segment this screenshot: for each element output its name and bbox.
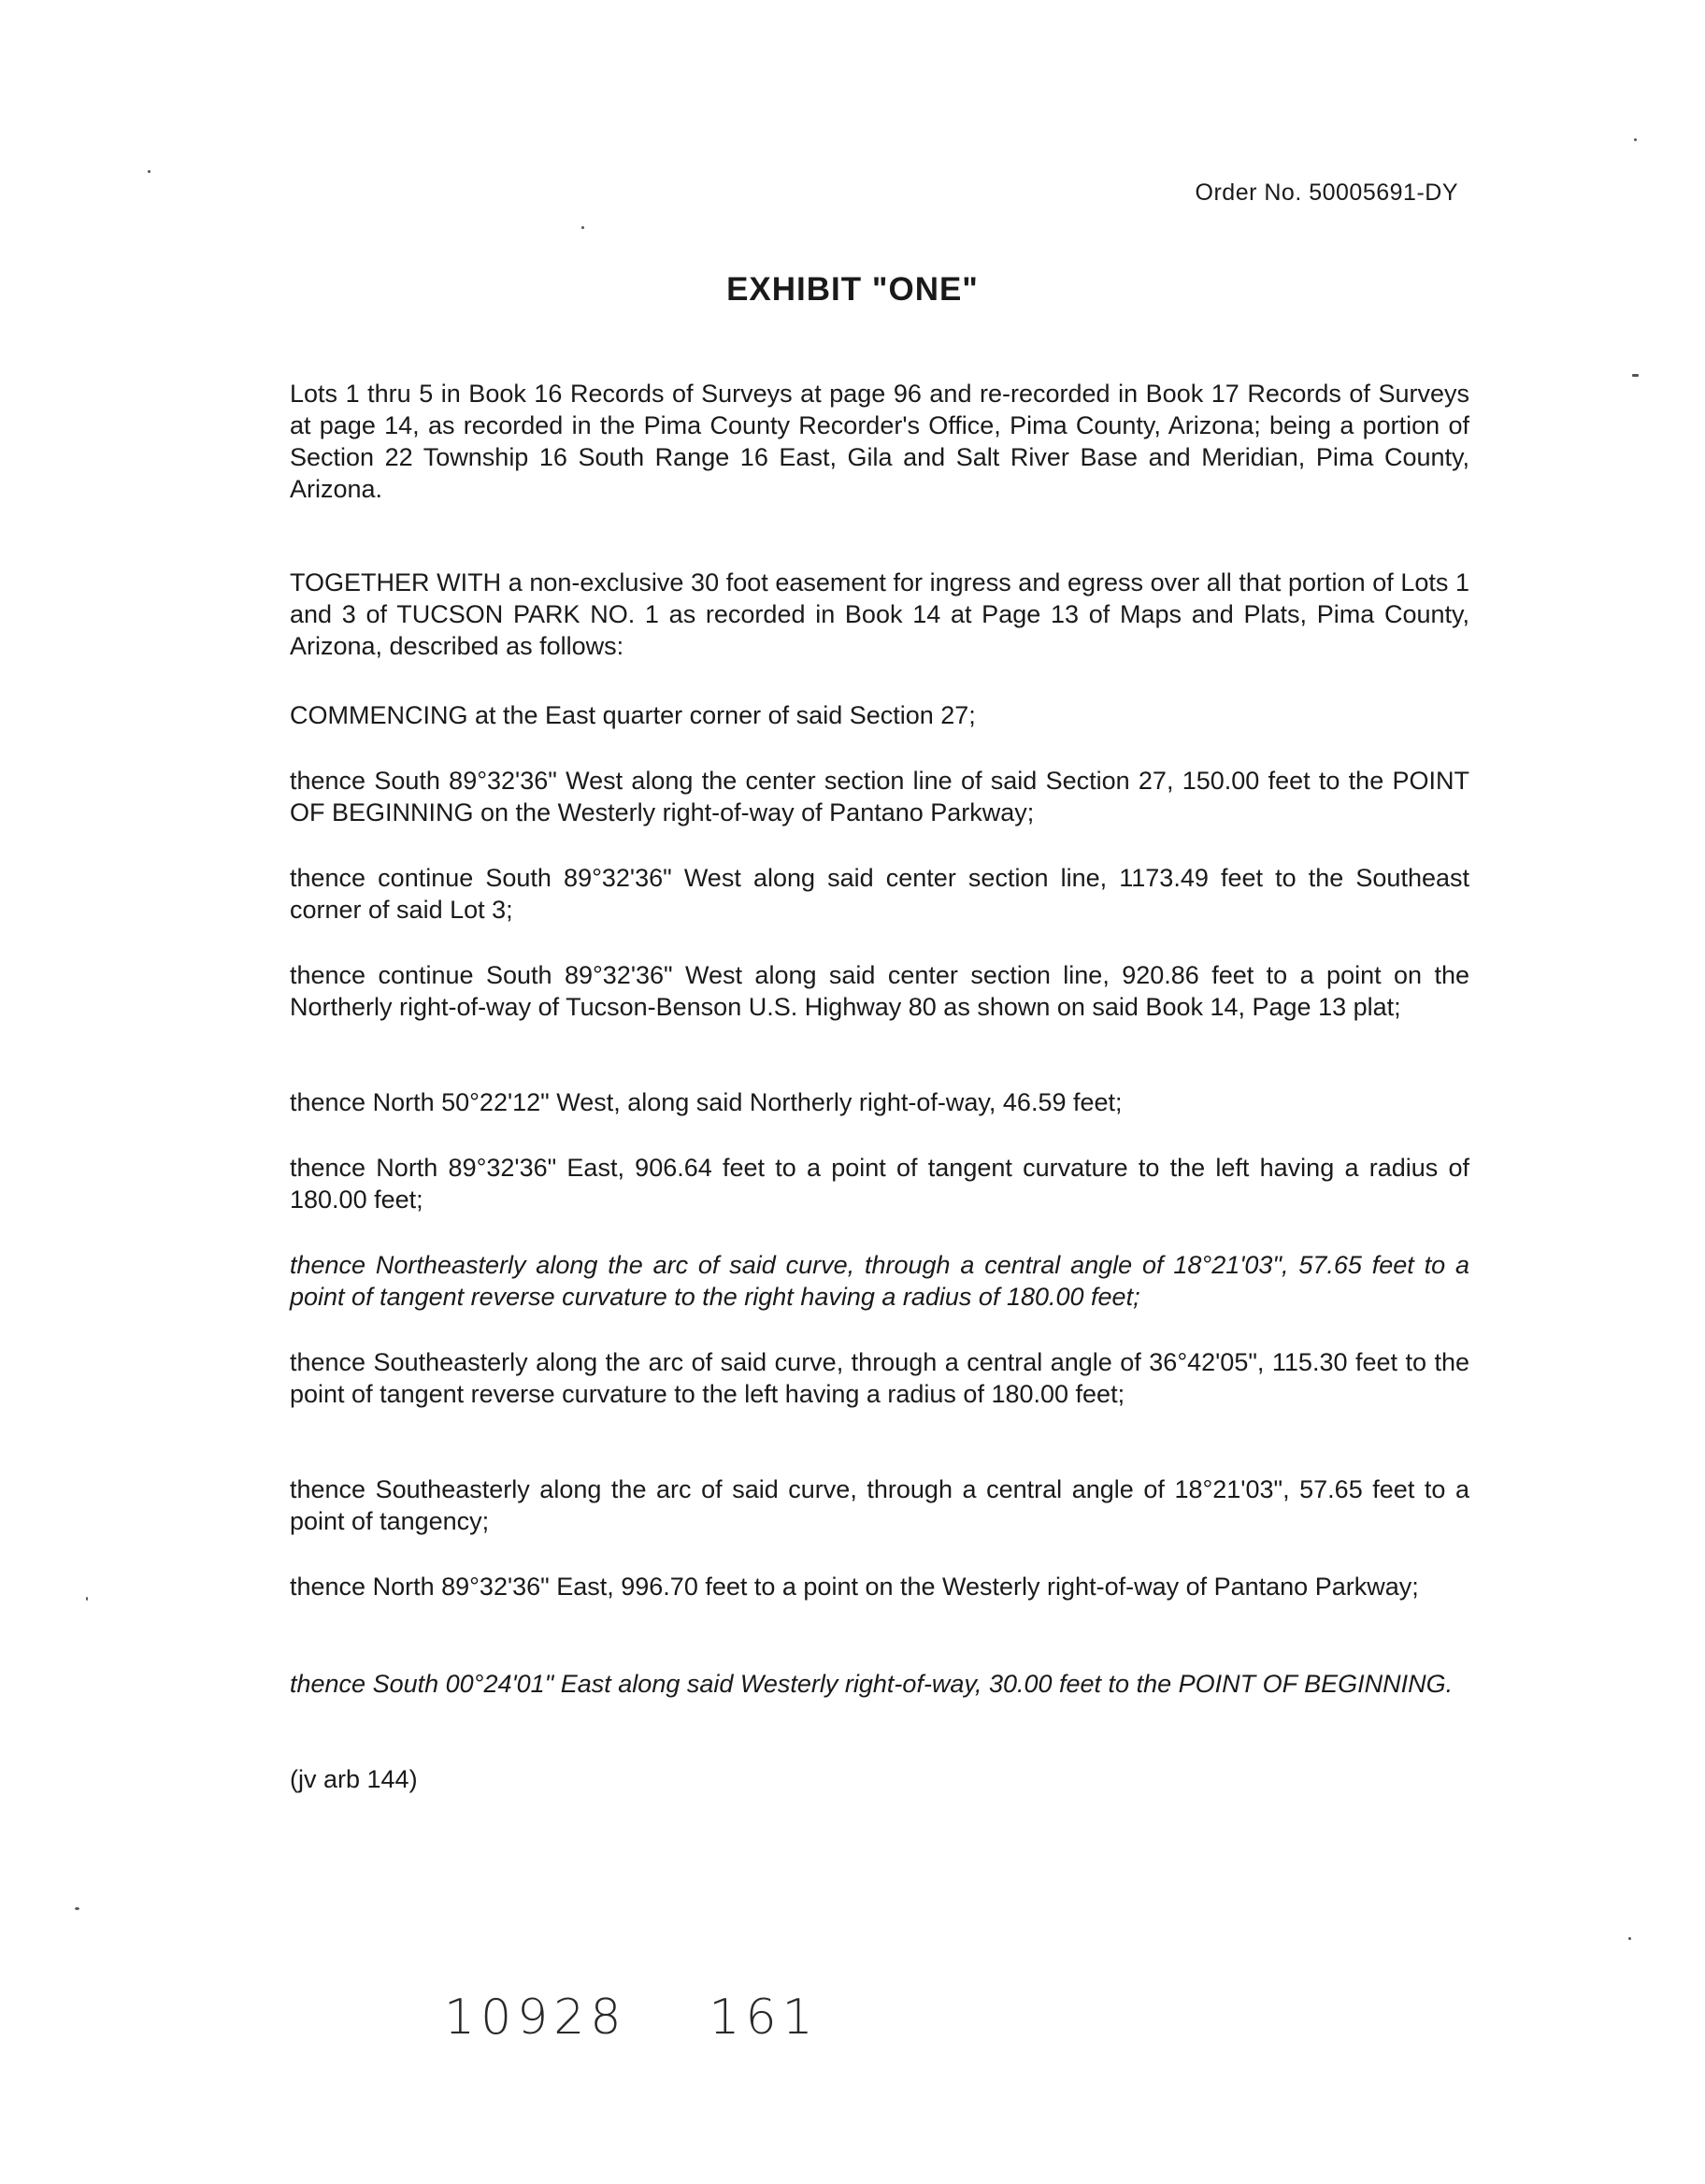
easement-paragraph [290,567,1469,662]
scan-speck [1634,138,1637,141]
page-number: 161 [709,1990,819,2046]
course-text: thence South 89°32'36" West along the center section line of said Section 27, 150.00 feet to the POINT OF BEGINNING on the Westerly right-of-way of Pantano Parkway; [290,767,1469,826]
course-text: thence North 50°22'12" West, along said Northerly right-of-way, 46.59 feet; [290,1088,1123,1116]
course-paragraph [290,1571,1469,1602]
course-text: thence South 00°24'01" East along said Westerly right-of-way, 30.00 feet to the POINT OF BEGINNING. [290,1670,1454,1698]
course-paragraph [290,765,1469,828]
docket-number: 10928 [444,1990,627,2046]
course-text: thence North 89°32'36" East, 996.70 feet to a point on the Westerly right-of-way of Pantano Parkway; [290,1573,1419,1601]
course-paragraph [290,1086,1469,1118]
course-paragraph [290,1152,1469,1215]
reference-note [290,1763,1469,1795]
scan-speck [75,1907,79,1910]
course-paragraph [290,1346,1469,1410]
course-text: thence North 89°32'36" East, 906.64 feet to a point of tangent curvature to the left having a radius of 180.00 feet; [290,1154,1469,1214]
recording-stamp [444,1990,819,2046]
lots-description-text: Lots 1 thru 5 in Book 16 Records of Surveys at page 96 and re-recorded in Book 17 Records of Surveys at page 14, as recorded in the Pima County Recorder's Office, Pima County, Arizona; being a portion of Section 22 Township 16 South Range 16 East, Gila and Salt River Base and Meridian, Pima County, Arizona. [290,380,1469,503]
course-text: thence continue South 89°32'36" West along said center section line, 1173.49 feet to the Southeast corner of said Lot 3; [290,864,1469,924]
lots-description-paragraph [290,378,1469,505]
scan-speck [86,1597,88,1601]
scan-speck [1628,1937,1631,1940]
course-text: thence Southeasterly along the arc of said curve, through a central angle of 36°42'05", 115.30 feet to the point of tangent reverse curvature to the left having a radius of 180.00 feet; [290,1348,1469,1408]
commencing-text: COMMENCING at the East quarter corner of said Section 27; [290,701,976,729]
course-paragraph [290,1249,1469,1313]
order-number: Order No. 50005691-DY [1195,180,1458,206]
scan-speck [148,170,150,173]
course-paragraph [290,1473,1469,1537]
course-paragraph [290,959,1469,1023]
course-text: thence continue South 89°32'36" West along said center section line, 920.86 feet to a point on the Northerly right-of-way of Tucson-Benson U.S. Highway 80 as shown on said Book 14, Page 13 plat; [290,961,1469,1021]
course-text: thence Southeasterly along the arc of said curve, through a central angle of 18°21'03", 57.65 feet to a point of tangency; [290,1475,1469,1535]
course-paragraph [290,862,1469,926]
course-text: thence Northeasterly along the arc of said curve, through a central angle of 18°21'03", 57.65 feet to a point of tangent reverse curvature to the right having a radius of 180.00 feet; [290,1251,1469,1311]
course-paragraph [290,1668,1469,1700]
scan-speck [1632,374,1639,377]
reference-text: (jv arb 144) [290,1765,418,1793]
exhibit-title: EXHIBIT "ONE" [726,271,979,308]
scan-speck [581,226,584,229]
easement-text: TOGETHER WITH a non-exclusive 30 foot easement for ingress and egress over all that portion of Lots 1 and 3 of TUCSON PARK NO. 1 as recorded in Book 14 at Page 13 of Maps and Plats, Pima County, Arizona, described as follows: [290,568,1469,660]
commencing-paragraph [290,699,1469,731]
